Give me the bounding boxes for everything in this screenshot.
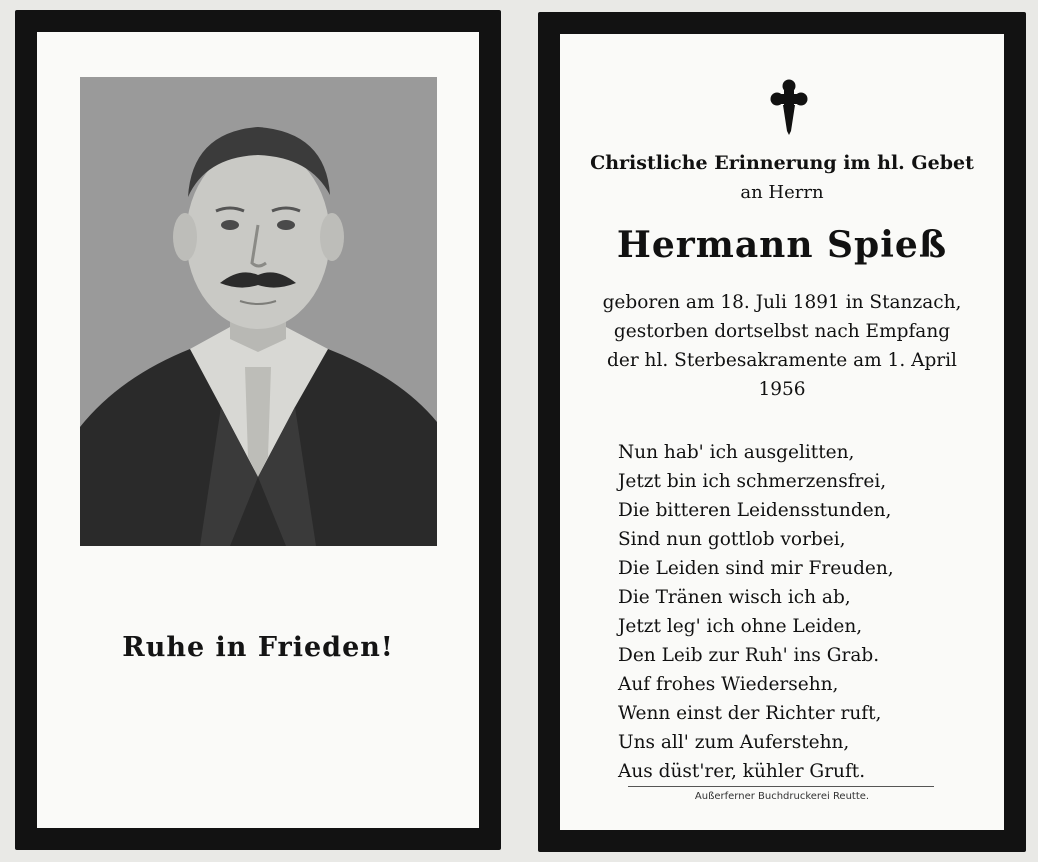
poem-line: Jetzt bin ich schmerzensfrei, [618,471,887,492]
poem-line: Die Leiden sind mir Freuden, [618,558,894,579]
right-card-paper [560,34,1004,830]
deceased-name: Hermann Spieß [616,224,948,266]
bio-line: gestorben dortselbst nach Empfang [613,321,951,342]
bio-line: geboren am 18. Juli 1891 in Stanzach, [602,292,962,313]
poem-line: Uns all' zum Auferstehn, [618,732,850,753]
right-card [538,12,1026,852]
salutation: an Herrn [740,182,824,203]
bio-text [560,288,1004,404]
poem-line: Aus düst'rer, kühler Gruft. [618,761,866,782]
printer-divider [628,786,934,787]
portrait-photo [80,77,437,546]
poem-line: Den Leib zur Ruh' ins Grab. [618,645,880,666]
memorial-poem [618,438,894,786]
poem-line: Die Tränen wisch ich ab, [618,587,851,608]
left-card-paper [37,32,479,828]
cross-icon [770,79,808,135]
bio-line: 1956 [758,379,806,400]
poem-line: Jetzt leg' ich ohne Leiden, [618,616,863,637]
poem-line: Auf frohes Wiedersehn, [618,674,839,695]
left-card [15,10,501,850]
poem-line: Sind nun gottlob vorbei, [618,529,846,550]
rip-text: Ruhe in Frieden! [122,632,394,663]
poem-line: Wenn einst der Richter ruft, [618,703,882,724]
poem-line: Die bitteren Leidensstunden, [618,500,892,521]
memorial-heading: Christliche Erinnerung im hl. Gebet [590,152,974,174]
portrait-image [80,77,437,546]
bio-line: der hl. Sterbesakramente am 1. April [607,350,957,371]
printer-credit: Außerferner Buchdruckerei Reutte. [694,791,870,802]
poem-line: Nun hab' ich ausgelitten, [618,442,855,463]
